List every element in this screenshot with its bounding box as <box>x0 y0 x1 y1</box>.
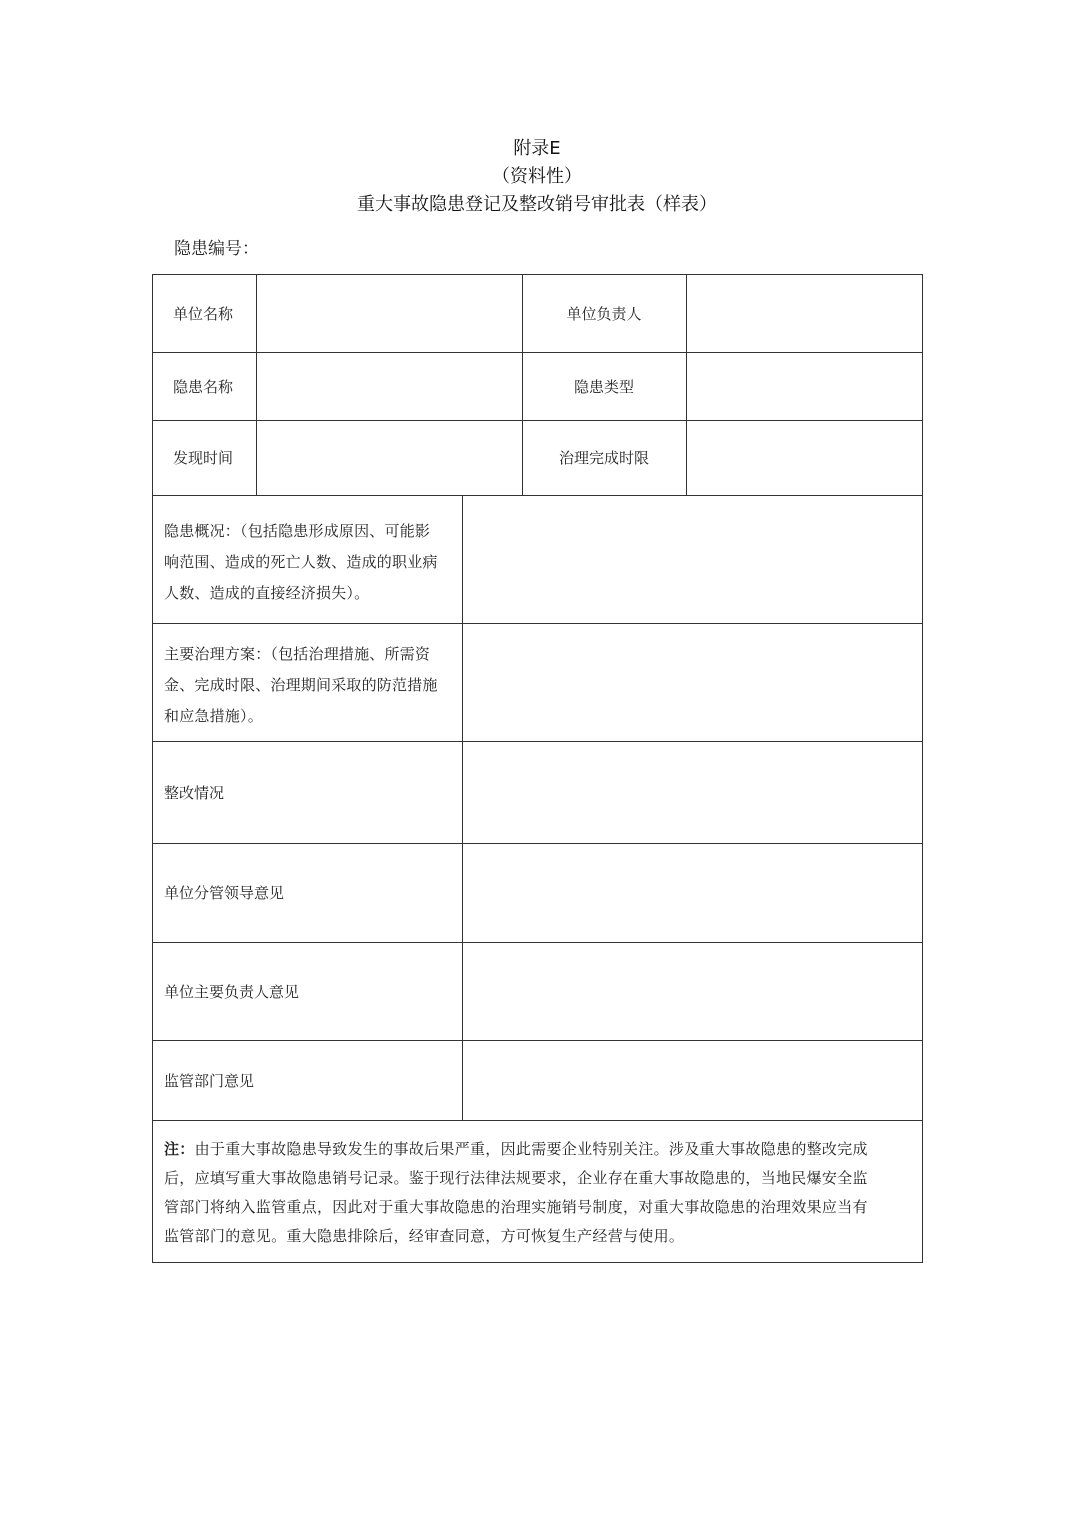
note-line-4: 监管部门的意见。重大隐患排除后，经审查同意，方可恢复生产经营与使用。 <box>164 1227 685 1245</box>
hazard-overview-field[interactable] <box>463 496 922 623</box>
found-time-label: 发现时间 <box>173 449 234 467</box>
hazard-code-label: 隐患编号： <box>174 239 259 259</box>
unit-leader-label: 单位负责人 <box>566 304 642 323</box>
found-time-field[interactable] <box>257 421 522 495</box>
table-note <box>164 1135 914 1251</box>
dept-leader-opinion-field[interactable] <box>463 844 922 942</box>
overview-line-2: 响范围、造成的死亡人数、造成的职业病 <box>164 553 438 571</box>
rectification-label: 整改情况 <box>164 783 225 802</box>
hazard-type-label: 隐患类型 <box>573 377 634 396</box>
supervision-opinion-field[interactable] <box>463 1041 922 1120</box>
overview-line-1: 隐患概况：（包括隐患形成原因、可能影 <box>164 522 431 540</box>
hazard-name-field[interactable] <box>257 353 522 420</box>
note-line-1-text: 由于重大事故隐患导致发生的事故后果严重，因此需要企业特别关注。涉及重大事故隐患的整改完成 <box>194 1140 868 1158</box>
plan-line-1: 主要治理方案：（包括治理措施、所需资 <box>164 645 431 663</box>
supervision-opinion-label: 监管部门意见 <box>164 1071 255 1090</box>
note-line-2: 后，应填写重大事故隐患销号记录。鉴于现行法律法规要求，企业存在重大事故隐患的，当地民爆安全监 <box>164 1169 868 1187</box>
rectification-field[interactable] <box>463 742 922 843</box>
hazard-overview-label <box>164 516 460 609</box>
treatment-plan-field[interactable] <box>463 624 922 741</box>
note-line-1 <box>164 1135 914 1164</box>
appendix-label: 附录E <box>513 138 561 159</box>
appendix-nature: （资料性） <box>492 166 582 187</box>
overview-line-3: 人数、造成的直接经济损失）。 <box>164 584 370 602</box>
unit-name-label: 单位名称 <box>173 304 234 323</box>
plan-line-2: 金、完成时限、治理期间采取的防范措施 <box>164 676 438 694</box>
note-line-3: 管部门将纳入监管重点，因此对于重大事故隐患的治理实施销号制度，对重大事故隐患的治理效果应当有 <box>164 1198 868 1216</box>
hazard-type-field[interactable] <box>687 353 922 420</box>
treatment-plan-label <box>164 639 460 732</box>
form-title: 重大事故隐患登记及整改销号审批表（样表） <box>357 194 717 215</box>
unit-leader-field[interactable] <box>687 275 922 352</box>
note-prefix: 注： <box>164 1140 195 1158</box>
chief-opinion-field[interactable] <box>463 943 922 1040</box>
hazard-name-label: 隐患名称 <box>173 377 234 396</box>
unit-name-field[interactable] <box>257 275 522 352</box>
dept-leader-opinion-label: 单位分管领导意见 <box>164 884 285 902</box>
deadline-label: 治理完成时限 <box>558 449 649 467</box>
plan-line-3: 和应急措施）。 <box>164 707 263 725</box>
chief-opinion-label: 单位主要负责人意见 <box>164 982 300 1001</box>
deadline-field[interactable] <box>687 421 922 495</box>
